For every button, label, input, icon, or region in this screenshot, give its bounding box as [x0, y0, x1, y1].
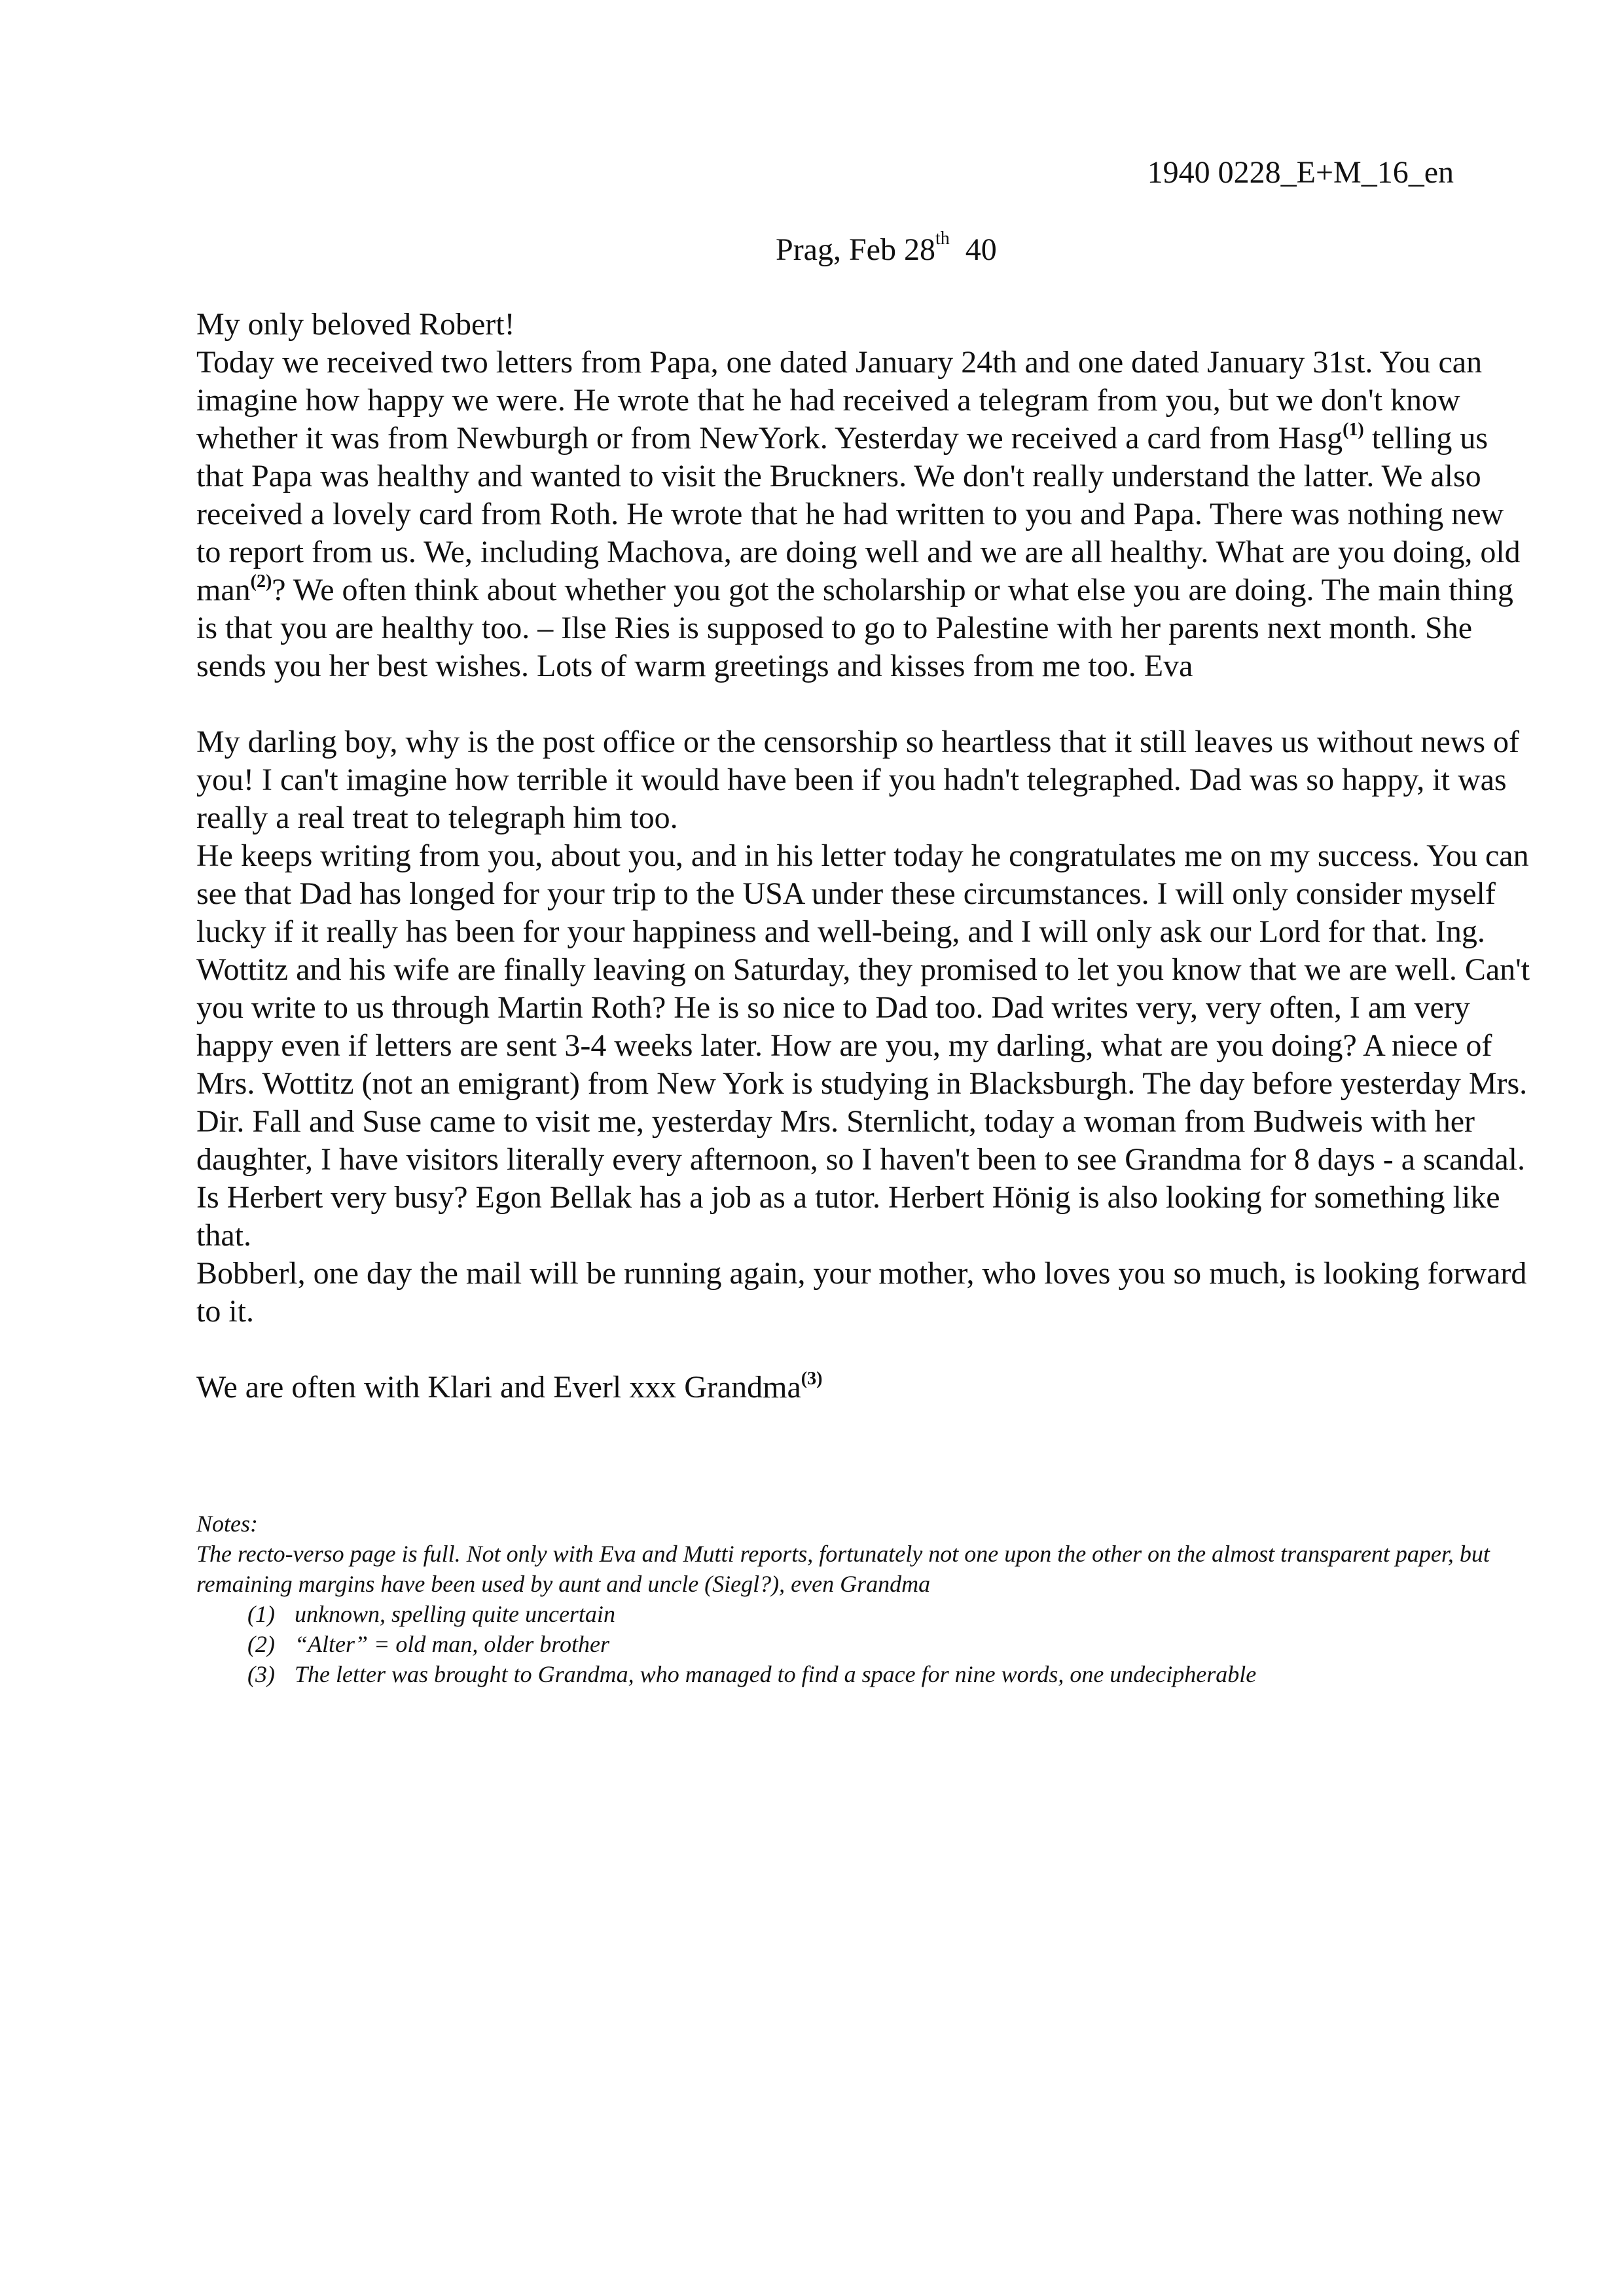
grandma-text: We are often with Klari and Everl xxx Grandma	[196, 1370, 801, 1405]
eva-paragraph	[196, 344, 1532, 685]
document-reference: 1940 0228_E+M_16_en	[1147, 155, 1454, 190]
note-number: (2)	[247, 1631, 275, 1657]
salutation: My only beloved Robert!	[196, 307, 515, 342]
note-item	[247, 1659, 1506, 1689]
date-year: 40	[965, 232, 997, 267]
note-item	[247, 1629, 1506, 1659]
eva-text-part-3: ? We often think about whether you got the scholarship or what else you are doing. The main thing is that you are healthy too. – Ilse Ries is supposed to go to Palestine with her parents next month. She sends you her best wishes. Lots of warm greetings and kisses from me too. Eva	[196, 573, 1513, 683]
notes-section	[196, 1509, 1506, 1689]
letter-body	[196, 306, 1532, 1407]
note-text: The letter was brought to Grandma, who managed to find a space for nine words, one undecipherable	[295, 1661, 1257, 1687]
eva-text-part-1: Today we received two letters from Papa, one dated January 24th and one dated January 31st. You can imagine how happy we were. He wrote that he had received a telegram from you, but we don't know whether it was from Newburgh or from NewYork. Yesterday we received a card from Hasg	[196, 345, 1483, 456]
note-number: (1)	[247, 1601, 275, 1627]
notes-intro: The recto-verso page is full. Not only with Eva and Mutti reports, fortunately not one upon the other on the almost transparent paper, but remaining margins have been used by aunt and uncle (Siegl?), even Grandma	[196, 1541, 1490, 1597]
note-number: (3)	[247, 1661, 275, 1687]
letter-date	[776, 228, 997, 268]
note-text: “Alter” = old man, older brother	[295, 1631, 609, 1657]
footnote-marker-3: (3)	[801, 1369, 823, 1389]
notes-list	[196, 1599, 1506, 1689]
grandma-line	[196, 1369, 1532, 1407]
note-text: unknown, spelling quite uncertain	[295, 1601, 615, 1627]
note-item	[247, 1599, 1506, 1629]
mother-paragraph-1: My darling boy, why is the post office or the censorship so heartless that it still leaves us without news of you! I can't imagine how terrible it would have been if you hadn't telegraphed. Dad was so happy, it was really a real treat to telegraph him too.	[196, 725, 1520, 835]
mother-paragraph-2: He keeps writing from you, about you, and in his letter today he congratulates me on my success. You can see that Dad has longed for your trip to the USA under these circumstances. I will only consider myself lucky if it really has been for your happiness and well-being, and I will only ask our Lord for that. Ing. Wottitz and his wife are finally leaving on Saturday, they promised to let you know that we are well. Can't you write to us through Martin Roth? He is so nice to Dad too. Dad writes very, very often, I am very happy even if letters are sent 3-4 weeks later. How are you, my darling, what are you doing? A niece of Mrs. Wottitz (not an emigrant) from New York is studying in Blacksburgh. The day before yesterday Mrs. Dir. Fall and Suse came to visit me, yesterday Mrs. Sternlicht, today a woman from Budweis with her daughter, I have visitors literally every afternoon, so I haven't been to see Grandma for 8 days - a scandal. Is Herbert very busy? Egon Bellak has a job as a tutor. Herbert Hönig is also looking for something like that.	[196, 838, 1530, 1253]
mother-paragraph-3: Bobberl, one day the mail will be running again, your mother, who loves you so much, is looking forward to it.	[196, 1256, 1527, 1329]
date-main: Prag, Feb 28	[776, 232, 935, 267]
footnote-marker-1: (1)	[1343, 420, 1364, 440]
notes-heading: Notes:	[196, 1511, 258, 1537]
footnote-marker-2: (2)	[250, 571, 272, 592]
date-superscript: th	[935, 228, 950, 249]
eva-text-part-2: telling us that Papa was healthy and wanted to visit the Bruckners. We don't really understand the latter. We also received a lovely card from Roth. He wrote that he had written to you and Papa. There was nothing new to report from us. We, including Machova, are doing well and we are all healthy. What are you doing, old man	[196, 421, 1521, 607]
